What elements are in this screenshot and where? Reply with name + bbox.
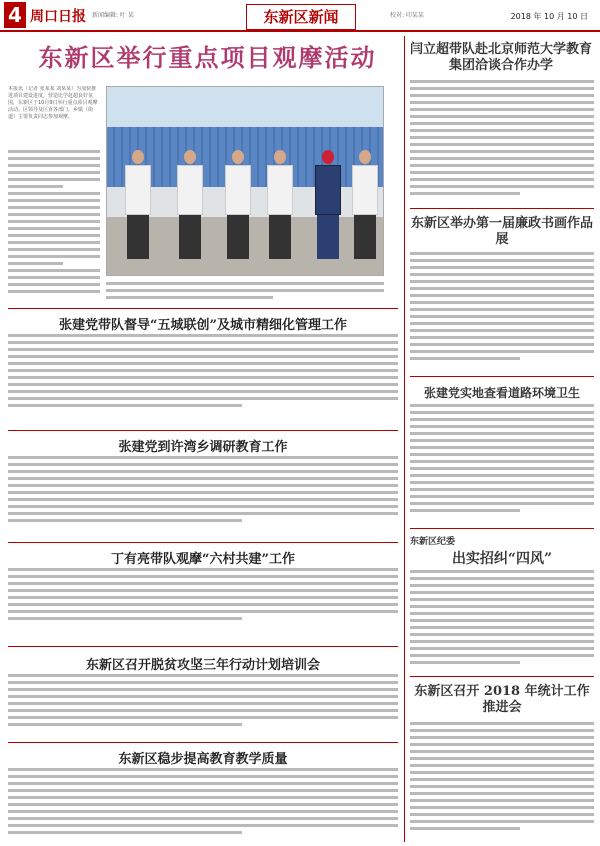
column-divider	[404, 36, 405, 842]
right-article-title-4: 出实招纠“四风”	[451, 551, 553, 567]
page-number: 4	[4, 2, 26, 28]
article-divider	[410, 676, 594, 677]
right-article-title-1: 闫立超带队赴北京师范大学教育集团洽谈合作办学	[410, 42, 593, 73]
article-divider	[8, 742, 398, 743]
paper-name: 周口日报	[30, 9, 86, 25]
main-headline: 东新区举行重点项目观摩活动	[38, 43, 377, 72]
article-body-2	[8, 456, 398, 536]
article-body-5	[8, 768, 398, 842]
article-title-4: 东新区召开脱贫攻坚三年行动计划培训会	[85, 658, 320, 673]
right-article-body-5	[410, 722, 594, 842]
section-title: 东新区新闻	[246, 4, 356, 30]
page-header	[0, 0, 600, 32]
right-article-body-1	[410, 80, 594, 204]
right-article-body-3	[410, 404, 594, 522]
article-divider	[410, 528, 594, 529]
article-divider	[410, 376, 594, 377]
main-body-bottom	[106, 282, 384, 300]
right-article-title-3: 张建党实地查看道路环境卫生	[423, 386, 580, 400]
article-body-3	[8, 568, 398, 638]
article-title-1: 张建党带队督导“五城联创”及城市精细化管理工作	[59, 318, 347, 333]
right-article-body-4	[410, 570, 594, 670]
header-editor: 新闻编辑: 叶 某	[92, 12, 134, 19]
event-photo	[106, 86, 384, 276]
right-article-body-2	[410, 252, 594, 370]
article-divider	[8, 646, 398, 647]
article-title-3: 丁有亮带队观摩“六村共建”工作	[111, 552, 295, 567]
article-divider	[8, 542, 398, 543]
article-divider	[8, 430, 398, 431]
article-title-5: 东新区稳步提高教育教学质量	[118, 752, 288, 767]
issue-date: 2018 年 10 月 10 日	[510, 12, 588, 21]
article-divider	[410, 208, 594, 209]
article-divider	[8, 308, 398, 309]
article-title-2: 张建党到许湾乡调研教育工作	[118, 440, 288, 455]
main-lead: 本报讯（记者 张某某 刘某某）为加快推进项目建设进度，营造比学赶超良好氛围，东新区于10月9日举行重点项目观摩活动。区领导及区直各部门、乡镇（街道）主要负责同志参加观摩。	[8, 86, 98, 120]
main-body-col1	[8, 150, 100, 310]
article-body-4	[8, 674, 398, 738]
right-article-kicker-4: 东新区纪委	[410, 537, 456, 547]
right-article-title-5: 东新区召开 2018 年统计工作推进会	[414, 684, 590, 715]
header-proofreader: 校对: 印某某	[390, 12, 424, 19]
article-body-1	[8, 334, 398, 414]
right-article-title-2: 东新区举办第一届廉政书画作品展	[410, 216, 593, 247]
